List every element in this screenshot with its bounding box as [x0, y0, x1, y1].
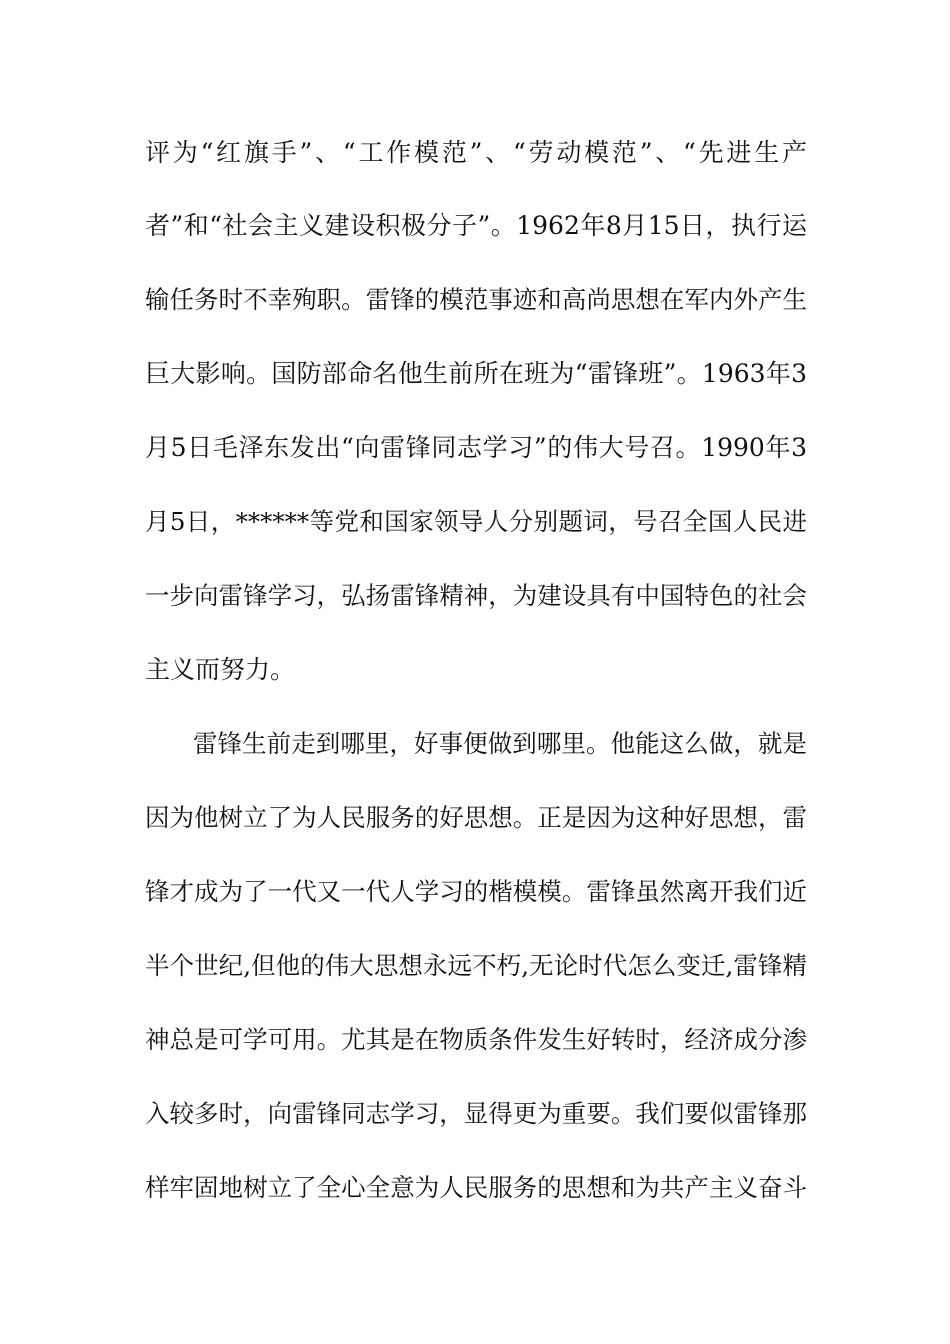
paragraph-1-line-6: 月5日，******等党和国家领导人分别题词，号召全国人民进: [145, 507, 807, 536]
paragraph-1-line-2: 者”和“社会主义建设积极分子”。1962年8月15日，执行运: [145, 211, 807, 240]
paragraph-1-line-7: 一步向雷锋学习，弘扬雷锋精神，为建设具有中国特色的社会: [145, 581, 807, 610]
paragraph-1-line-5: 月5日毛泽东发出“向雷锋同志学习”的伟大号召。1990年3: [145, 433, 807, 462]
paragraph-2-line-6: 入较多时，向雷锋同志学习，显得更为重要。我们要似雷锋那: [145, 1099, 807, 1128]
paragraph-2-line-5: 神总是可学可用。尤其是在物质条件发生好转时，经济成分渗: [145, 1025, 807, 1054]
paragraph-2-line-4: 半个世纪,但他的伟大思想永远不朽,无论时代怎么变迁,雷锋精: [145, 951, 807, 980]
paragraph-2-line-2: 因为他树立了为人民服务的好思想。正是因为这种好思想，雷: [145, 803, 807, 832]
paragraph-2-line-3: 锋才成为了一代又一代人学习的楷模模。雷锋虽然离开我们近: [145, 877, 807, 906]
paragraph-1-line-8: 主义而努力。: [145, 655, 296, 684]
paragraph-1-line-4: 巨大影响。国防部命名他生前所在班为“雷锋班”。1963年3: [145, 359, 807, 388]
paragraph-2-line-7: 样牢固地树立了全心全意为人民服务的思想和为共产主义奋斗: [145, 1173, 807, 1202]
paragraph-2-line-1: 雷锋生前走到哪里，好事便做到哪里。他能这么做，就是: [193, 729, 807, 758]
paragraph-1-line-1: 评为“红旗手”、“工作模范”、“劳动模范”、“先进生产: [145, 138, 807, 167]
paragraph-1-line-3: 输任务时不幸殉职。雷锋的模范事迹和高尚思想在军内外产生: [145, 285, 807, 314]
